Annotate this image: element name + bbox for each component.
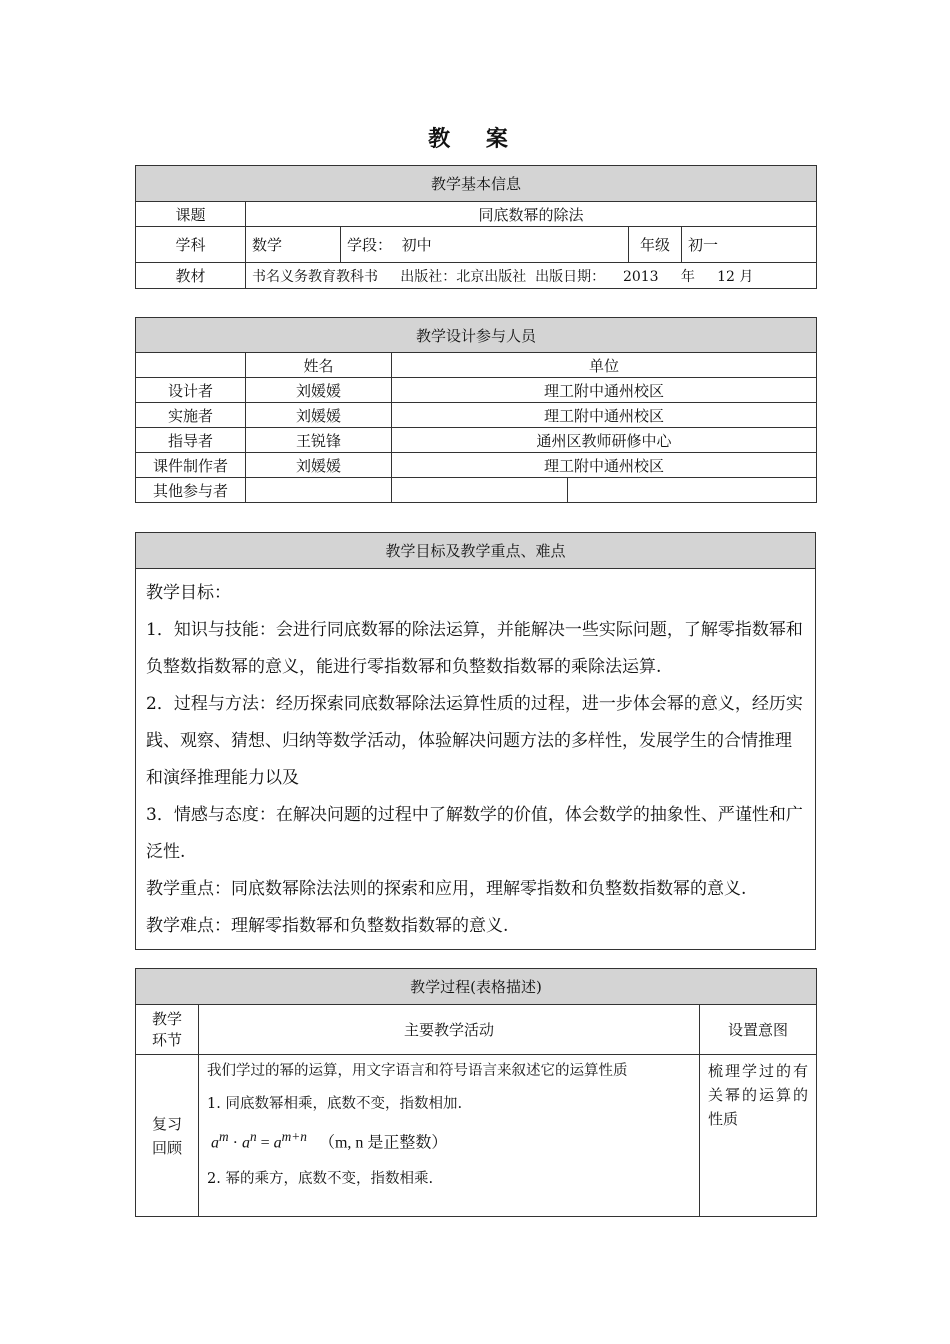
formula-base: a — [211, 1134, 219, 1152]
basic-info-header: 教学基本信息 — [136, 166, 817, 202]
objectives-line: 教学目标： — [146, 583, 231, 603]
objectives-header: 教学目标及教学重点、难点 — [136, 533, 816, 569]
participants-table — [135, 317, 817, 503]
topic-label: 课题 — [136, 202, 246, 227]
participant-name: 王锐锋 — [246, 428, 392, 453]
col-purpose: 设置意图 — [700, 1005, 817, 1055]
process-header: 教学过程(表格描述) — [136, 969, 817, 1005]
participant-unit: 理工附中通州校区 — [392, 453, 817, 478]
objectives-line: 教学重点：同底数幂除法法则的探索和应用，理解零指数和负整数指数幂的意义. — [146, 879, 747, 899]
participant-unit: 理工附中通州校区 — [392, 403, 817, 428]
review-purpose: 梳理学过的有关幂的运算的性质 — [700, 1055, 817, 1217]
grade-value: 初一 — [682, 227, 817, 263]
participant-role: 实施者 — [136, 403, 246, 428]
blank-cell — [136, 353, 246, 378]
objectives-line: 2．过程与方法：经历探索同底数幂除法运算性质的过程，进一步体会幂的意义，经历实践、观察、猜想、归纳等数学活动，体验解决问题方法的多样性，发展学生的合情推理和演绎推理能力以及 — [146, 694, 803, 788]
formula-base: a — [273, 1134, 282, 1152]
objectives-line: 3．情感与态度：在解决问题的过程中了解数学的价值，体会数学的抽象性、严谨性和广泛性. — [146, 805, 803, 862]
basic-info-table — [135, 165, 817, 289]
review-rule-1: 1. 同底数幂相乘，底数不变，指数相加. — [207, 1096, 463, 1112]
review-stage: 复习回顾 — [136, 1055, 199, 1217]
stage-cell — [341, 227, 629, 263]
participant-role: 指导者 — [136, 428, 246, 453]
formula-base: a — [241, 1134, 250, 1152]
participant-role: 课件制作者 — [136, 453, 246, 478]
formula-exponent: m — [219, 1129, 229, 1144]
formula-equals: = — [256, 1134, 274, 1152]
participant-unit: 理工附中通州校区 — [392, 378, 817, 403]
stage-label: 学段： — [347, 236, 393, 254]
participant-unit — [392, 478, 568, 503]
formula-note: （m, n 是正整数） — [318, 1134, 448, 1152]
process-table — [135, 968, 817, 1217]
objectives-line: 教学难点：理解零指数幂和负整数指数幂的意义. — [146, 916, 509, 936]
grade-label: 年级 — [629, 227, 682, 263]
col-activity: 主要教学活动 — [199, 1005, 700, 1055]
col-name: 姓名 — [246, 353, 392, 378]
objectives-line: 1．知识与技能：会进行同底数幂的除法运算，并能解决一些实际问题，了解零指数幂和负整数指数幂的意义，能进行零指数幂和负整数指数幂的乘除法运算. — [146, 620, 803, 677]
subject-value: 数学 — [246, 227, 341, 263]
participant-role: 其他参与者 — [136, 478, 246, 503]
subject-label: 学科 — [136, 227, 246, 263]
objectives-table — [135, 532, 816, 950]
participant-role: 设计者 — [136, 378, 246, 403]
formula-dot: · — [228, 1134, 242, 1152]
blank-cell — [568, 478, 817, 503]
col-unit: 单位 — [392, 353, 817, 378]
participant-name: 刘媛媛 — [246, 453, 392, 478]
topic-value: 同底数幂的除法 — [246, 202, 817, 227]
formula-exponent: m+n — [281, 1129, 307, 1144]
doc-title: 教 案 — [428, 126, 522, 152]
col-stage: 教学环节 — [136, 1005, 199, 1055]
participant-name: 刘媛媛 — [246, 378, 392, 403]
participant-unit: 通州区教师研修中心 — [392, 428, 817, 453]
review-intro: 我们学过的幂的运算，用文字语言和符号语言来叙述它的运算性质 — [207, 1063, 628, 1079]
textbook-value: 书名义务教育教科书 出版社：北京出版社 出版日期： 2013 年 12 月 — [246, 263, 817, 289]
textbook-label: 教材 — [136, 263, 246, 289]
formula-exponent: n — [249, 1129, 257, 1144]
participant-name — [246, 478, 392, 503]
participants-header: 教学设计参与人员 — [136, 318, 817, 353]
review-rule-2: 2. 幂的乘方，底数不变，指数相乘. — [207, 1171, 434, 1188]
stage-value: 初中 — [401, 236, 432, 254]
power-product-formula — [207, 1127, 691, 1153]
objectives-body — [136, 569, 816, 950]
review-activity — [199, 1055, 700, 1217]
participant-name: 刘媛媛 — [246, 403, 392, 428]
